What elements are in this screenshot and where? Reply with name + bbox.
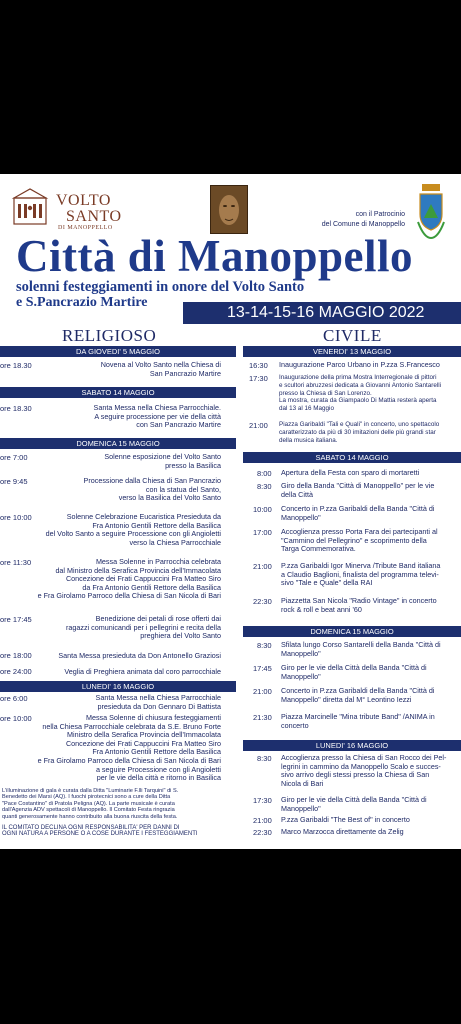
event-line: Inaugurazione Parco Urbano in P.zza S.Francesco xyxy=(279,360,440,369)
event-line: Giro per le vie della Città della Banda "Città di xyxy=(281,795,427,804)
poster-title: Città di Manoppello xyxy=(16,231,414,281)
event-line: da Fra Antonio Gentili Rettore della Basilica xyxy=(82,582,221,592)
event-text xyxy=(281,687,459,704)
event-line: con la statua del Santo, xyxy=(145,484,221,494)
event-text xyxy=(104,453,221,470)
event-line: caratterizzato da più di 30 imitazioni delle più grandi star xyxy=(279,428,436,436)
event-time: ore 6:00 xyxy=(0,694,28,703)
event-text xyxy=(281,796,459,813)
event-line: Processione dalla Chiesa di San Pancrazio xyxy=(83,476,221,485)
event-time: ore 9:45 xyxy=(0,477,28,486)
event-line: Concezione dei Frati Cappuccini Fra Matteo Siro xyxy=(65,574,221,584)
event-line: Inaugurazione della prima Mostra Interregionale di pittori xyxy=(279,374,437,381)
event-line: P.zza Garibaldi Igor Minerva /Tribute Band italiana xyxy=(281,561,441,570)
note-line: Benedetto dei Marsi (AQ). I fuochi pirotecnici sono a cure della Ditta xyxy=(2,794,171,801)
event-line: Veglia di Preghiera animata dal coro parrocchiale xyxy=(64,667,221,676)
disclaimer-line: IL COMITATO DECLINA OGNI RESPONSABILITA' PER DANNI DI xyxy=(2,825,180,831)
event-text xyxy=(281,562,459,588)
patronage-line: con il Patrocinio xyxy=(355,211,405,218)
civile-heading: CIVILE xyxy=(323,326,382,345)
event-line: Manoppello" diretta dal M° Leontino Iezzi xyxy=(281,694,412,704)
event-line: e Fra Girolamo Parroco della Chiesa di San Nicola di Bari xyxy=(37,591,221,601)
event-text xyxy=(66,615,221,641)
event-text xyxy=(38,714,221,783)
event-line: dal 13 al 16 Maggio xyxy=(279,405,334,413)
event-time: ore 10:00 xyxy=(0,714,32,723)
event-text xyxy=(279,374,461,413)
sanctuary-icon xyxy=(10,188,50,226)
event-text xyxy=(281,664,459,681)
event-line: verso la Chiesa Parrocchiale xyxy=(129,537,221,547)
note-line: quanti generosamente hanno contribuito alla buona riuscita della festa. xyxy=(2,813,178,820)
event-line: per le vie della città e ritorno in Basilica xyxy=(96,773,221,783)
event-line: Marco Marzocca direttamente da Zelig xyxy=(281,827,404,836)
event-line: della musica italiana. xyxy=(279,436,338,444)
event-text xyxy=(96,694,221,711)
event-line: P.zza Garibaldi "The Best of" in concerto xyxy=(281,815,410,824)
event-line: Messa Solenne di chiusura festeggiamenti xyxy=(85,713,221,722)
event-text xyxy=(101,361,221,378)
event-text xyxy=(84,477,221,503)
dates-banner xyxy=(183,302,461,324)
event-line: Nicola di Bari xyxy=(281,778,324,788)
event-line: dal Ministro della Serafica Provincia dell'Immacolata xyxy=(55,565,221,575)
event-line: della Città xyxy=(281,489,313,499)
event-line: a Claudio Baglioni, finalista del programma televi- xyxy=(281,569,439,579)
event-line: Manoppello" xyxy=(281,671,321,681)
note-line: L'illuminazione di gala è curata dalla Ditta "Luminarie F.lli Tarquini" di S. xyxy=(2,788,179,794)
logo-word-santo: SANTO xyxy=(66,208,122,225)
event-text xyxy=(281,816,459,825)
event-time: 17:30 xyxy=(249,374,268,383)
event-line: Manoppello" xyxy=(281,803,321,813)
event-time: 21:00 xyxy=(253,687,272,696)
event-line: ragazzi comunicandi per i pellegrini e recita della xyxy=(65,622,221,632)
event-line: preghiera del Volto Santo xyxy=(140,631,221,641)
event-line: Accoglienza presso la Chiesa di San Rocco dei Pel- xyxy=(281,753,447,762)
event-time: 16:30 xyxy=(249,361,268,370)
event-text xyxy=(64,668,221,677)
event-line: presso la Basilica xyxy=(165,460,221,470)
event-text xyxy=(281,469,459,478)
event-text xyxy=(38,558,221,601)
logo-word-manoppello: DI MANOPPELLO xyxy=(58,225,113,231)
event-line: presso la Chiesa di San Lorenzo. xyxy=(279,389,372,397)
event-line: del Volto Santo a seguire Processione con gli Angioletti xyxy=(45,529,221,539)
religioso-heading: RELIGIOSO xyxy=(62,326,157,345)
event-text xyxy=(94,404,221,430)
event-line: Solenne Celebrazione Eucaristica Presieduta da xyxy=(66,512,221,521)
event-line: A seguire processione per vie della città xyxy=(94,411,221,421)
event-time: 17:45 xyxy=(253,664,272,673)
event-time: 21:00 xyxy=(249,421,268,430)
event-time: ore 11:30 xyxy=(0,558,32,567)
poster-subtitle-2: e S.Pancrazio Martire xyxy=(16,295,148,310)
event-time: ore 24:00 xyxy=(0,667,32,676)
logo-word-volto: VOLTO xyxy=(56,192,111,209)
day-bar: DA GIOVEDI' 5 MAGGIO xyxy=(0,346,236,357)
event-time: 10:00 xyxy=(253,505,272,514)
day-bar: VENERDI' 13 MAGGIO xyxy=(243,346,461,357)
disclaimer xyxy=(2,825,232,838)
event-text xyxy=(279,361,459,370)
event-text xyxy=(46,513,221,547)
event-line: Concerto in P.zza Garibaldi della Banda "Città di xyxy=(281,686,435,695)
note-line: dall'Agenzia ADV spettacoli di Manoppello. Il Comitato Festa ringrazia xyxy=(2,807,175,814)
event-time: 17:30 xyxy=(253,796,272,805)
patronage-line: del Comune di Manoppello xyxy=(321,221,405,228)
event-line: sivo arrivo degli stessi presso la Chiesa di San xyxy=(281,770,430,780)
event-line: La mostra, curata da Giampaolo Di Mattia resterà aperta xyxy=(279,397,437,405)
event-line: Fra Antonio Gentili Rettore della Basilica xyxy=(92,747,221,757)
event-line: sivo "Tale e Quale" della RAI xyxy=(281,578,373,588)
event-time: ore 10:00 xyxy=(0,513,32,522)
event-time: 17:00 xyxy=(253,528,272,537)
event-line: Piazza Marcinelle "Mina tribute Band" /ANIMA in xyxy=(281,712,435,721)
event-time: 22:30 xyxy=(253,597,272,606)
event-time: 8:30 xyxy=(257,482,272,491)
event-poster xyxy=(0,174,461,849)
event-line: e scultori abruzzesi dedicata a Giovanni Antonio Santarelli xyxy=(279,381,442,389)
event-line: e Fra Girolamo Parroco della Chiesa di San Nicola di Bari xyxy=(37,755,221,765)
municipal-crest-icon xyxy=(416,182,446,240)
event-line: Giro per le vie della Città della Banda "Città di xyxy=(281,663,427,672)
event-line: verso la Basilica del Volto Santo xyxy=(118,493,221,503)
day-bar: LUNEDI' 16 MAGGIO xyxy=(243,740,461,751)
event-text xyxy=(281,754,459,788)
event-line: con San Pancrazio Martire xyxy=(136,420,221,430)
event-text xyxy=(281,828,459,837)
event-line: Piazza Garibaldi "Tali e Quali" in concerto, uno spettacolo xyxy=(279,421,440,428)
event-time: ore 17:45 xyxy=(0,615,32,624)
event-line: Targa Commemorativa. xyxy=(281,544,356,554)
event-line: San Pancrazio Martire xyxy=(149,368,221,378)
event-time: 8:30 xyxy=(257,641,272,650)
event-text xyxy=(281,597,459,614)
event-text xyxy=(279,421,461,444)
event-line: Manoppello" xyxy=(281,512,321,522)
event-time: 21:30 xyxy=(253,713,272,722)
event-line: Solenne esposizione del Volto Santo xyxy=(104,452,221,461)
event-line: presieduta da Don Gennaro Di Battista xyxy=(97,701,221,711)
poster-subtitle: solenni festeggiamenti in onore del Volto Santo xyxy=(16,279,305,295)
event-time: 8:00 xyxy=(257,469,272,478)
event-line: Concezione dei Frati Cappuccini Fra Matteo Siro xyxy=(65,738,221,748)
event-time: ore 18:00 xyxy=(0,651,32,660)
event-time: 22:30 xyxy=(253,828,272,837)
event-line: Sfilata lungo Corso Santarelli della Banda "Città di xyxy=(281,640,441,649)
sponsor-notes xyxy=(2,788,228,820)
event-line: Accoglienza presso Porta Fara dei partecipanti al xyxy=(281,527,438,536)
volto-santo-logo xyxy=(10,186,122,230)
holy-face-image xyxy=(210,185,248,234)
event-line: Piazzetta San Nicola "Radio Vintage" in concerto xyxy=(281,596,437,605)
event-line: Santa Messa nella Chiesa Parrocchiale xyxy=(95,693,221,702)
disclaimer-line: OGNI NATURA A PERSONE O A COSE DURANTE I FESTEGGIAMENTI xyxy=(2,831,198,838)
event-line: "Cammino del Pellegrino" e scoprimento della xyxy=(281,535,427,545)
event-text xyxy=(281,528,459,554)
event-line: rock & roll e beat anni '60 xyxy=(281,604,362,614)
event-text xyxy=(281,713,459,730)
day-bar: DOMENICA 15 MAGGIO xyxy=(0,438,236,449)
event-time: ore 18.30 xyxy=(0,361,32,370)
event-text xyxy=(281,505,459,522)
event-line: Apertura della Festa con sparo di mortaretti xyxy=(281,468,420,477)
event-text xyxy=(58,652,221,661)
event-line: nella Chiesa Parrocchiale celebrata da S.E. Bruno Forte xyxy=(42,721,221,731)
event-line: Manoppello" xyxy=(281,648,321,658)
patronage-note xyxy=(322,210,405,230)
day-bar: DOMENICA 15 MAGGIO xyxy=(243,626,461,637)
event-line: Santa Messa presieduta da Don Antonello Graziosi xyxy=(58,651,221,660)
day-bar: SABATO 14 MAGGIO xyxy=(243,452,461,463)
event-line: Concerto in P.zza Garibaldi della Banda "Città di xyxy=(281,504,435,513)
event-text xyxy=(281,482,459,499)
event-time: 21:00 xyxy=(253,562,272,571)
event-line: Novena al Volto Santo nella Chiesa di xyxy=(100,360,221,369)
day-bar: LUNEDI' 16 MAGGIO xyxy=(0,681,236,692)
event-text xyxy=(281,641,459,658)
event-line: Messa Solenne in Parrocchia celebrata xyxy=(95,557,221,566)
event-time: ore 18.30 xyxy=(0,404,32,413)
event-line: Santa Messa nella Chiesa Parrocchiale. xyxy=(93,403,221,412)
event-line: concerto xyxy=(281,720,309,730)
event-line: Ministro della Serafica Provincia dell'Immacolata xyxy=(67,730,221,740)
dates-text: 13-14-15-16 MAGGIO 2022 xyxy=(227,304,425,321)
event-line: a seguire Processione con gli Angioletti xyxy=(95,764,221,774)
event-time: ore 7:00 xyxy=(0,453,28,462)
note-line: "Pace Costantino" di Pratola Peligna (AQ). La parte musicale è curata xyxy=(2,800,175,807)
event-line: Benedizione dei petali di rose offerti dai xyxy=(95,614,221,623)
event-time: 21:00 xyxy=(253,816,272,825)
event-time: 8:30 xyxy=(257,754,272,763)
day-bar: SABATO 14 MAGGIO xyxy=(0,387,236,398)
event-line: Fra Antonio Gentili Rettore della Basilica xyxy=(92,520,221,530)
event-line: Giro della Banda "Città di Manoppello" per le vie xyxy=(281,481,435,490)
holy-face-icon xyxy=(211,186,247,233)
event-line: legrini in cammino da Manoppello Scalo e succes- xyxy=(281,761,441,771)
